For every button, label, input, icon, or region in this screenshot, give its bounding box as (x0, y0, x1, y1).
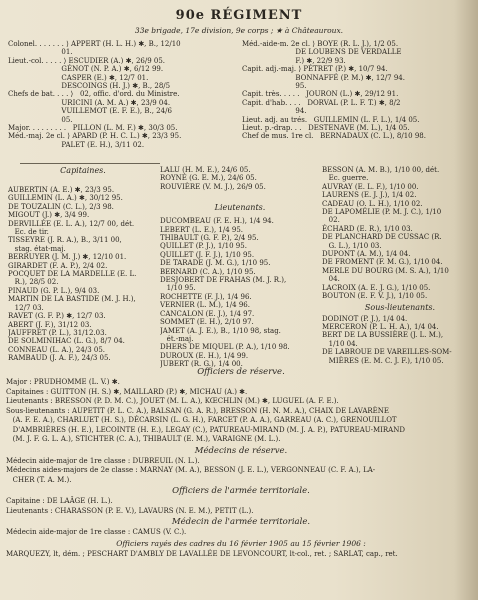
entry-line: Médecins aides-majors de 2e classe : MARNAY (M. A.), BESSON (J. E. L.), VERGONNEAU (C. F. A.), LA- (6, 466, 376, 474)
entry-line: DE PLANCHARD DE CUSSAC (R. (322, 233, 442, 242)
entry-line: Méd.-maj. 2e cl. ⟩ APARD (P. H. C. L.) ✱, 23/3 95. (8, 132, 182, 141)
entry-line: ROCHETTE (F. J.), 1/4 96. (160, 292, 252, 301)
entry-line: POCQUET DE LA MARDELLE (E. L. (8, 270, 137, 279)
entry-line: MERCERON (P. L. H. A.), 1/4 04. (322, 322, 439, 331)
entry-line: DESCOINGS (H. J.) ✱, B., 28/5 (8, 82, 171, 91)
entry-line: Major : PRUDHOMME (L. V.) ✱. (6, 378, 120, 386)
entry-line: 95. (242, 82, 307, 91)
entry-line: Capitaines : GUITTON (H. S.) ✱, MAILLARD (P.) ✱, MICHAU (A.) ✱. (6, 387, 248, 396)
divider (20, 163, 160, 164)
entry-line: ÉCHARD (E. R.), 1/10 03. (322, 224, 413, 233)
entry-line: Méd.-aide-m. 2e cl. ⟩ BOYÉ (R. L. J.), 1/2 05. (242, 40, 399, 48)
entry-line: BERNARD (C. A.), 1/10 95. (160, 267, 256, 276)
entry-line: Capitaine : DE LAÂGE (H. L.). (6, 497, 113, 505)
med-reserve-list (6, 457, 476, 486)
entry-line: DE LOUBENS DE VERDALLE (242, 48, 402, 57)
entry-line: MARQUEZY, lt, dém. ; PESCHART D'AMBLY DE LAVALLÉE DE LEVONCOURT, lt-col., ret. ; SARLAT, cap., ret. (6, 549, 398, 558)
entry-line: URICINI (A. M. A.) ✱, 23/9 04. (8, 98, 171, 107)
entry-line: MARTIN DE LA BASTIDE (M. J. H.), (8, 295, 136, 304)
entry-line: CANCALON (E. J.), 1/4 97. (160, 309, 255, 318)
entry-line: 01. (8, 48, 73, 57)
entry-line: 02. (322, 216, 340, 225)
entry-line: Chefs de bat. . . . ⟩ 02, offic. d'ord. du Ministre. (8, 90, 180, 99)
entry-line: MERLE DU BOURG (M. S. A.), 1/10 (322, 266, 449, 275)
entry-line: DE TARADE (J. M. G.), 1/10 95. (160, 259, 271, 268)
page-subtitle: 33e brigade, 17e division, 9e corps ; ★ à Châteauroux. (134, 26, 344, 35)
entry-line: DUROUX (E. H.), 1/4 99. (160, 351, 249, 360)
entry-line: stag. état-maj. (8, 244, 66, 253)
entry-line: Lieutenants : CHARASSON (P. E. V.), LAVAURS (N. E. M.), PETIT (L.). (6, 506, 254, 515)
entry-line: 12/7 03. (8, 303, 44, 312)
entry-line: JUBERT (R. G.), 1/4 00. (160, 360, 243, 369)
column-captains (8, 166, 158, 363)
entry-line: F.) ✱, 22/9 93. (242, 56, 346, 65)
med-territorial-list (6, 528, 476, 538)
section-heading-captains: Capitaines. (60, 166, 106, 175)
entry-line: Ec. guerre. (322, 174, 369, 183)
entry-line: ét.-maj. (160, 334, 194, 343)
staff-right-block (242, 40, 478, 141)
territorial-list (6, 497, 476, 516)
entry-line: LEBERT (L. E.), 1/4 95. (160, 225, 244, 234)
bottom-section (6, 366, 476, 559)
entry-line: QUILLET (P. J.), 1/10 95. (160, 242, 247, 251)
entry-line: BOUTON (E. F. V. J.), 1/10 05. (322, 292, 428, 301)
entry-line: RAVET (G. F. P.) ✱, 12/7 03. (8, 312, 106, 321)
entry-line: Capit. adj.-maj. ⟩ PÉTRET (P.) ✱, 10/7 94. (242, 65, 388, 74)
column-sous-lieutenants (322, 166, 478, 365)
entry-line: BERT DE LA BUSSIÈRE (J. L. M.), (322, 331, 444, 340)
entry-line: VUILLEMOT (E. F. E.), B., 24/6 (8, 107, 172, 116)
entry-line: VERNIER (L. M.), 1/4 96. (160, 301, 250, 310)
page-title: 90e RÉGIMENT (175, 8, 303, 23)
entry-line: DE LABROUE DE VAREILLES-SOM- (322, 348, 452, 357)
entry-line: DHERS DE MIQUEL (P. A.), 1/10 98. (160, 343, 290, 352)
section-heading-med-territorial: Médecin de l'armée territoriale. (171, 517, 311, 527)
entry-line: CASPER (E.) ✱, 12/7 01. (8, 73, 149, 82)
entry-line: DE TOUZALIN (C. L.), 2/3 98. (8, 202, 114, 211)
entry-line: G. L.), 1/10 03. (322, 241, 382, 250)
entry-line: Médecin aide-major de 1re classe : DUBREUIL (N. L.). (6, 456, 200, 465)
entry-line: Lieut.-col. . . . . ⟩ ESCUDIER (A.) ✱, 26/9 05. (8, 56, 166, 65)
entry-line: BESSON (A. M. B.), 1/10 00, dét. (322, 166, 440, 174)
entry-line: QUILLET (J. F. J.), 1/10 95. (160, 250, 255, 259)
entry-line: Chef de mus. 1re cl. BERNADAUX (C. L.), 8/10 98. (242, 132, 426, 141)
entry-line: BONNAFFÉ (P. M.) ✱, 12/7 94. (242, 73, 405, 82)
lieutenants-continued-list (322, 166, 478, 301)
entry-line: DE LAPOMÉLIE (P. M. J. C.), 1/10 (322, 208, 442, 217)
entry-line: Capit. d'hab. . . . DORVAL (P. L. F. T.) ✱, 8/2 (242, 98, 401, 107)
entry-line: ROYNÉ (G. E. M.), 24/6 05. (160, 174, 257, 183)
entry-line: GIRARDET (F. A. P.), 2/4 02. (8, 261, 108, 270)
entry-line: RAMBAUD (J. A. F.), 24/3 05. (8, 354, 111, 363)
entry-line: 1/10 04. (322, 339, 358, 348)
section-heading-med-reserve: Médecins de réserve. (194, 445, 288, 456)
entry-line: DESJOBERT DE FRAHAS (M. J. R.), (160, 276, 287, 285)
captains-list (8, 186, 158, 363)
column-lieutenants (160, 166, 320, 369)
entry-line: Lieut. p.-drap. . . DESTENAVE (M. L.), 1/4 05. (242, 124, 410, 133)
entry-line: PINAUD (G. P. L.), 9/4 03. (8, 286, 100, 295)
entry-line: Colonel. . . . . . . ⟩ APPERT (H. L. H.) ✱, B., 12/10 (8, 40, 181, 48)
entry-line: PALET (E. H.), 3/11 02. (8, 140, 145, 149)
entry-line: DE FROMENT (F. M. G.), 1/10 04. (322, 258, 443, 267)
section-heading-sous-lieutenants: Sous-lieutenants. (364, 302, 436, 312)
sous-lieutenants-list (322, 315, 478, 365)
entry-line: BERRUYER (J. M. J.) ✱, 12/10 01. (8, 253, 127, 262)
entry-line: MIGOUT (J.) ✱, 3/4 99. (8, 211, 90, 220)
entry-line: LAURENS (E. J. J.), 1/4 02. (322, 191, 417, 200)
entry-line: ABERT (J. F.), 31/12 03. (8, 320, 92, 329)
entry-line: Médecin aide-major de 1re classe : CAMUS (V. C.). (6, 528, 187, 536)
section-heading-lieutenants: Lieutenants. (214, 203, 266, 213)
section-heading-reserve: Officiers de réserve. (197, 367, 285, 377)
entry-line: JAUFFRET (P. L.), 31/12.03. (8, 328, 107, 337)
entry-line: Ec. de tir. (8, 228, 49, 237)
entry-line: GUILLEMIN (L. A.) ✱, 30/12 95. (8, 194, 123, 203)
entry-line: AUBERTIN (A. E.) ✱, 23/3 95. (8, 186, 115, 194)
entry-line: Sous-lieutenants : AUPETIT (P. L. C. A.), BALSAN (G. A. R.), BRESSON (H. N. M. A.), CHAIX DE LAVARÈNE (6, 406, 390, 415)
entry-line: MIÈRES (E. M. C. J. F.), 1/10 05. (322, 356, 444, 365)
entry-line: DE SOLMINIHAC (L. G.), 8/7 04. (8, 337, 125, 346)
entry-line: ROUVIÈRE (V. M. J.), 26/9 05. (160, 182, 266, 191)
entry-line: Lieut. adj. au trés. GUILLEMIN (L. F. L.), 1/4 05. (242, 115, 420, 124)
entry-line: AUVRAY (E. L. F.), 1/10 00. (322, 182, 419, 191)
entry-line: 04. (322, 275, 340, 284)
entry-line: LALU (H. M. E.), 24/6 05. (160, 166, 251, 174)
entry-line: Lieutenants : BRESSON (P. D. M. C.), JOUET (M. L. A.), KŒCHLIN (M.) ✱, LUGUEL (A. F. E.). (6, 397, 339, 405)
entry-line: D'AMBRIÈRES (H. E.), LECOINTE (H. E.), LEGAY (C.), PATUREAU-MIRAND (M. J. A. P.), PATUREAU-MIRAND (6, 425, 405, 434)
entry-line: TISSEYRE (J. R. A.), B., 3/11 00, (8, 236, 122, 245)
entry-line: GÉNOT (N. P. A.) ✱, 6/12 99. (8, 65, 164, 74)
entry-line: DUCOMBEAU (F. E. H.), 1/4 94. (160, 217, 274, 226)
struck-list (6, 550, 476, 560)
reserve-list (6, 378, 476, 445)
entry-line: 94. (242, 107, 307, 116)
entry-line: THIBAULT (G. F. P.), 2/4 95. (160, 234, 259, 243)
entry-line: Major. . . . . . . . . PILLON (L. M. F.) ✱, 30/3 05. (8, 124, 178, 133)
entry-line: (A. F. E. A.), CHARLUET (H. S.), DÉCARSIN (L. G. H.), FARCET (P. A. A.), GARREAU (A. C.), GRENOUILLOT (6, 416, 397, 424)
entry-line: DUPONT (A. M.), 1/4 04. (322, 250, 411, 259)
entry-line: CHER (T. A. M.). (6, 475, 72, 484)
section-heading-territorial: Officiers de l'armée territoriale. (172, 486, 310, 496)
lieutenants-list (160, 217, 320, 368)
entry-line: CADEAU (O. L. H.), 1/10 02. (322, 199, 423, 208)
captains-continued-list (160, 166, 320, 191)
entry-line: Capit. très. . . . . JOURON (L.) ✱, 29/12 91. (242, 90, 399, 99)
entry-line: JAMET (A. J. E.), B., 1/10 98, stag. (160, 326, 281, 335)
entry-line: LACROIX (A. E. J. G.), 1/10 05. (322, 283, 431, 292)
entry-line: 1/10 95. (160, 284, 196, 293)
staff-left-block (8, 40, 238, 149)
entry-line: SOMMET (E. H.), 2/10 97. (160, 318, 254, 327)
entry-line: R.), 28/5 02. (8, 278, 59, 287)
entry-line: CONNEAU (L. A.), 24/3 05. (8, 345, 106, 354)
section-heading-struck: Officiers rayés des cadres du 16 février 1905 au 15 février 1906 : (116, 538, 366, 548)
entry-line: DERVILLÉE (E. L. A.), 12/7 00, dét. (8, 219, 135, 228)
entry-line: DODINOT (P. J.), 1/4 04. (322, 314, 408, 323)
entry-line: 05. (8, 115, 73, 124)
entry-line: (M. J. F. G. L. A.), STICHTER (C. A.), THIBAULT (E. M.), VARAIGNE (M. L.). (6, 435, 281, 443)
